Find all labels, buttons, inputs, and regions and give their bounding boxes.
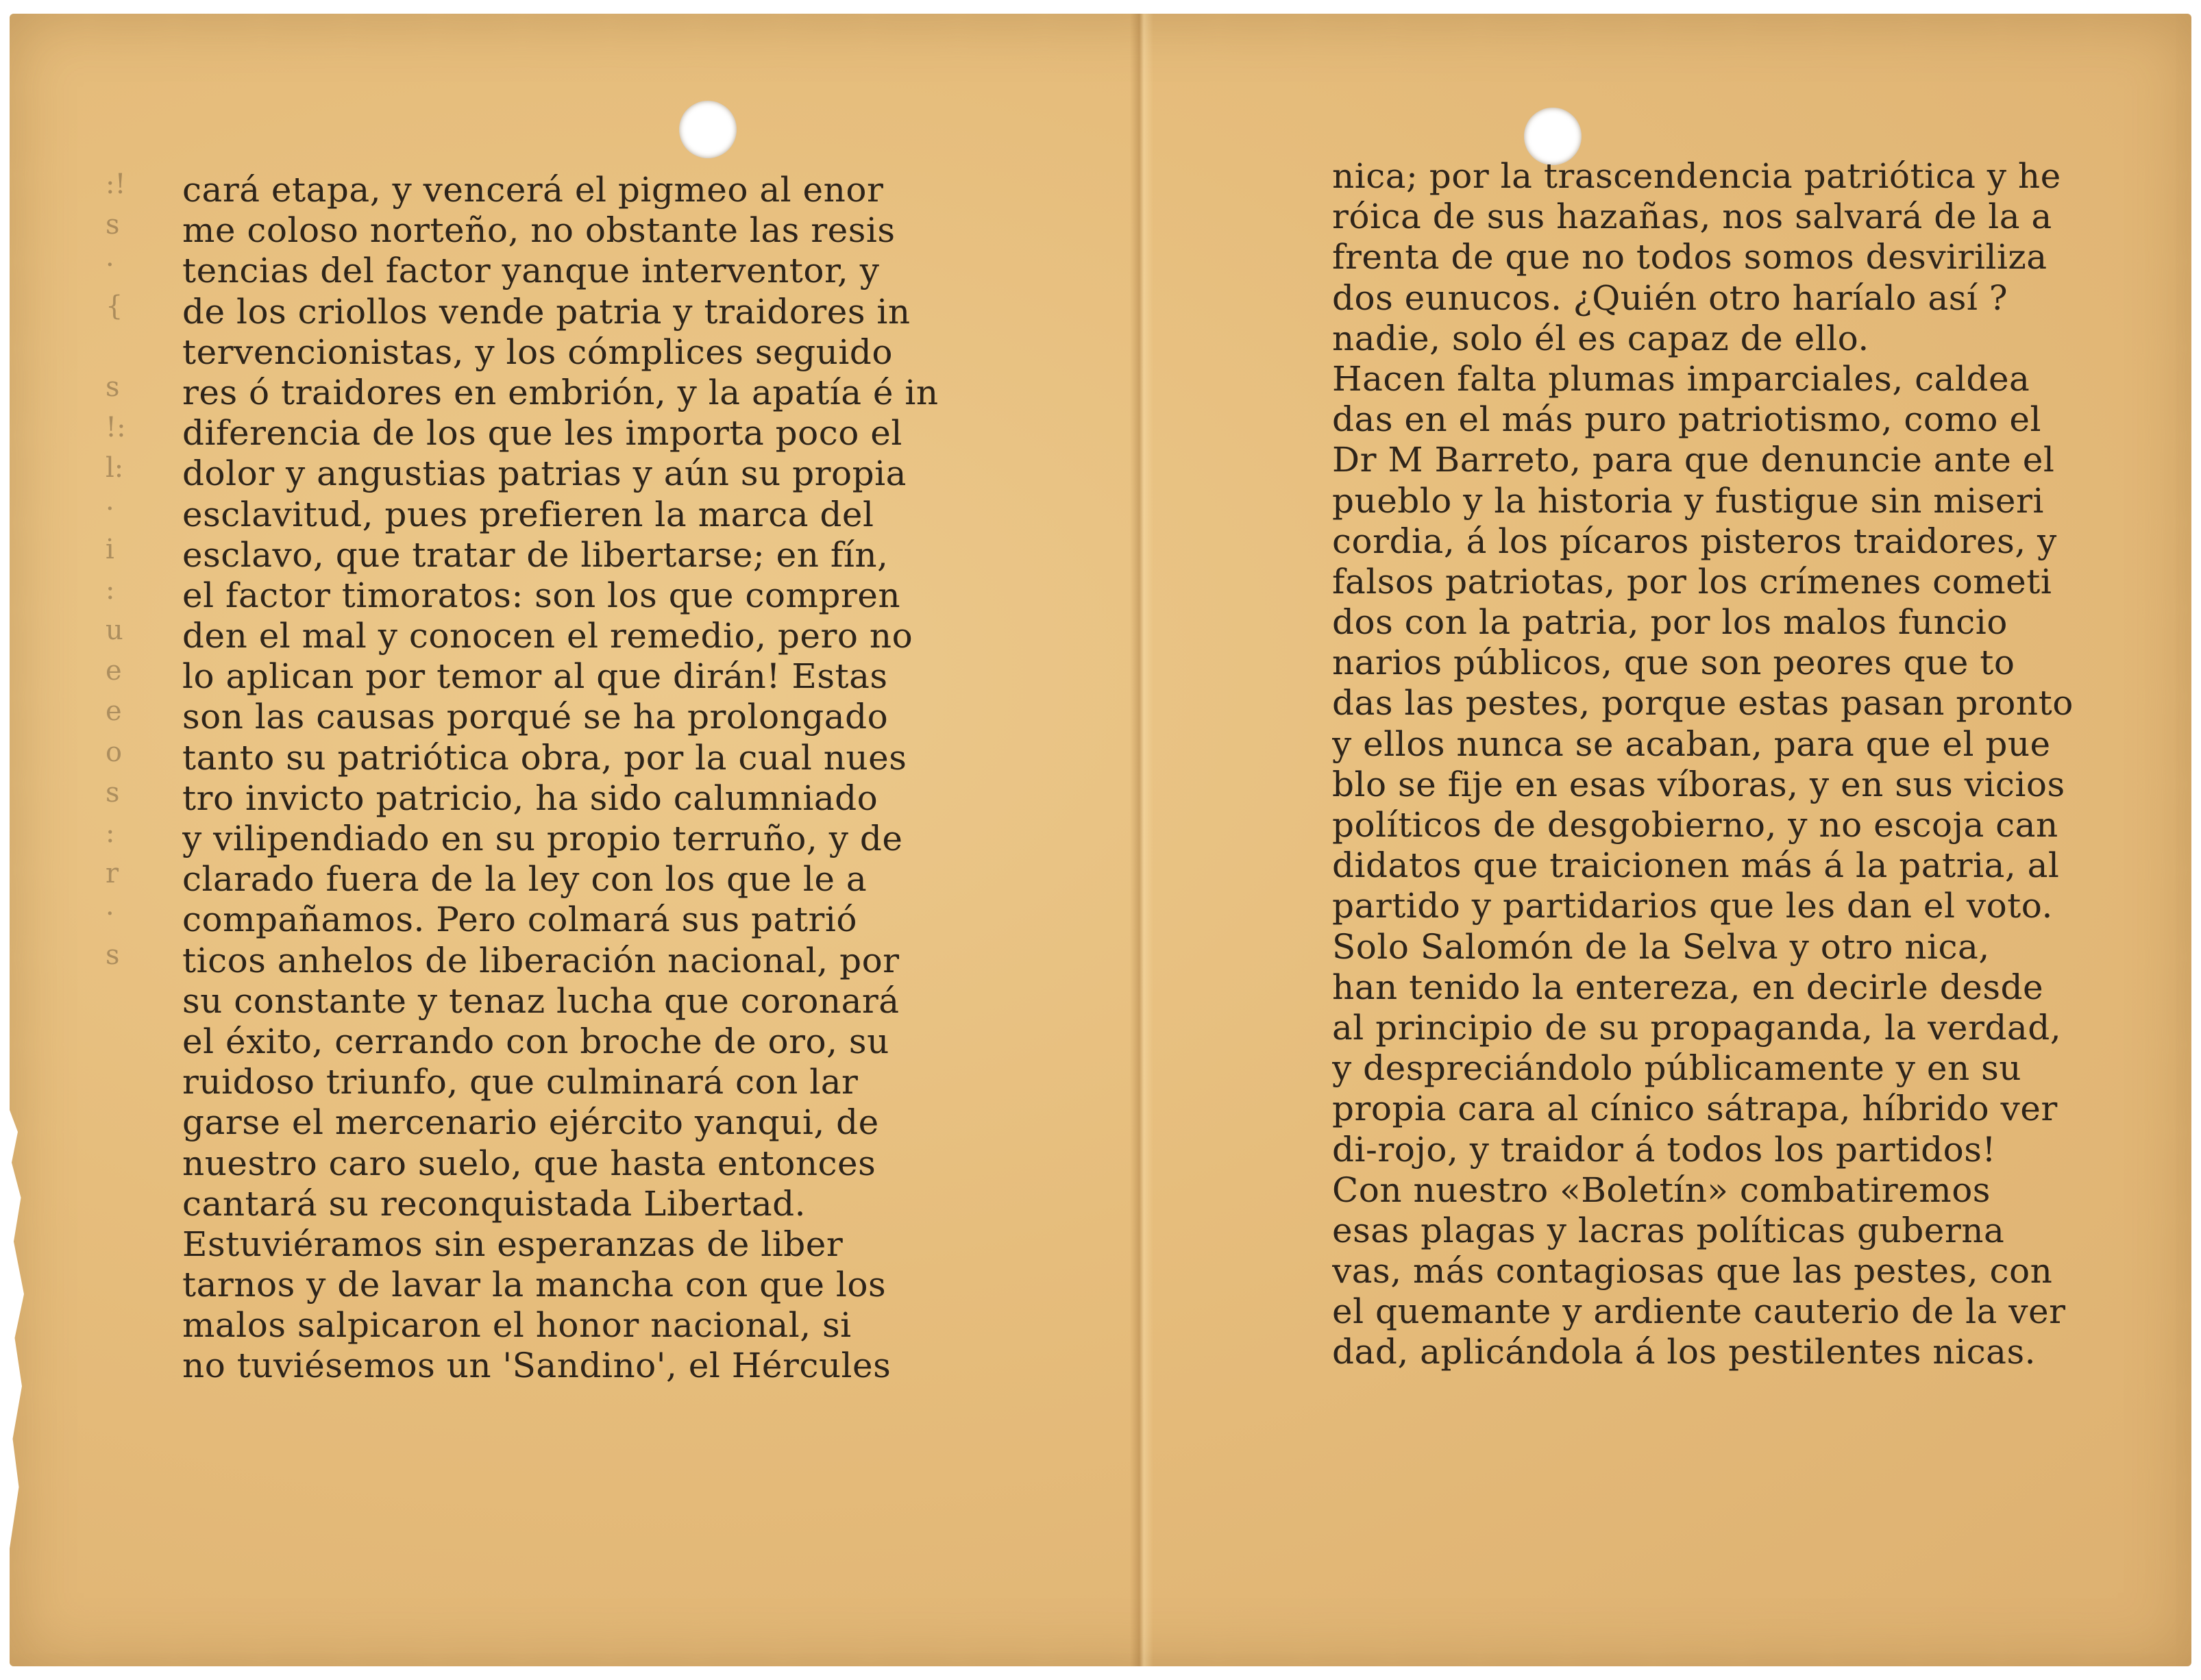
- text-line: el quemante y ardiente cauterio de la ver: [1332, 1292, 2066, 1332]
- text-line: partido y partidarios que les dan el voto.: [1332, 886, 2053, 926]
- text-line: cantará su reconquistada Libertad.: [182, 1183, 807, 1224]
- text-line: dad, aplicándola á los pestilentes nicas.: [1332, 1332, 2036, 1372]
- text-line: cordia, á los pícaros pisteros traidores, y: [1332, 521, 2057, 561]
- text-line: garse el mercenario ejército yanqui, de: [182, 1102, 879, 1143]
- text-line: das en el más puro patriotismo, como el: [1332, 399, 2041, 440]
- left-text-column: [182, 170, 1022, 1387]
- right-text-column: [1332, 156, 2148, 1373]
- paper-sheet: [10, 14, 2191, 1666]
- text-line: tro invicto patricio, ha sido calumniado: [182, 778, 878, 818]
- text-line: dolor y angustias patrias y aún su propia: [182, 454, 907, 494]
- text-line: y ellos nunca se acaban, para que el pue: [1332, 724, 2051, 764]
- text-line: róica de sus hazañas, nos salvará de la a: [1332, 197, 2052, 237]
- text-line: tanto su patriótica obra, por la cual nues: [182, 737, 907, 778]
- text-line: Estuviéramos sin esperanzas de liber: [182, 1224, 844, 1264]
- text-line: tervencionistas, y los cómplices seguido: [182, 332, 893, 372]
- text-line: diferencia de los que les importa poco el: [182, 413, 902, 454]
- text-line: y despreciándolo públicamente y en su: [1332, 1048, 2021, 1089]
- text-line: lo aplican por temor al que dirán! Estas: [182, 656, 888, 697]
- text-line: y vilipendiado en su propio terruño, y de: [182, 819, 903, 858]
- text-line: han tenido la entereza, en decirle desde: [1332, 967, 2044, 1007]
- text-line: me coloso norteño, no obstante las resis: [182, 210, 896, 251]
- text-line: el factor timoratos: son los que compren: [182, 575, 901, 615]
- text-line: tencias del factor yanque interventor, y: [182, 251, 880, 291]
- text-line: dos eunucos. ¿Quién otro haríalo así ?: [1332, 277, 2008, 318]
- text-line: de los criollos vende patria y traidores in: [182, 291, 911, 332]
- bleed-through-margin: :! s · { s !: l: · i : u e e o s : r · s: [106, 169, 126, 971]
- text-line: tarnos y de lavar la mancha con que los: [182, 1265, 887, 1305]
- text-line: el éxito, cerrando con broche de oro, su: [182, 1021, 889, 1061]
- punch-hole-left: [679, 101, 737, 158]
- text-line: Dr M Barreto, para que denuncie ante el: [1332, 440, 2055, 480]
- text-line: di-rojo, y traidor á todos los partidos!: [1332, 1129, 1996, 1170]
- text-line: pueblo y la historia y fustigue sin miseri: [1332, 480, 2044, 521]
- text-line: nuestro caro suelo, que hasta entonces: [182, 1143, 876, 1183]
- text-line: Hacen falta plumas imparciales, caldea: [1332, 358, 2030, 399]
- text-line: malos salpicaron el honor nacional, si: [182, 1305, 852, 1346]
- text-line: al principio de su propaganda, la verdad,: [1332, 1007, 2062, 1048]
- text-line: nadie, solo él es capaz de ello.: [1332, 318, 1869, 358]
- text-line: falsos patriotas, por los crímenes cometi: [1332, 561, 2052, 602]
- text-line: Con nuestro «Boletín» combatiremos: [1332, 1170, 1991, 1210]
- text-line: den el mal y conocen el remedio, pero no: [182, 616, 913, 656]
- text-line: ticos anhelos de liberación nacional, por: [182, 940, 900, 980]
- text-line: Solo Salomón de la Selva y otro nica,: [1332, 926, 1990, 967]
- text-line: esclavo, que tratar de libertarse; en fín,: [182, 534, 889, 575]
- text-line: políticos de desgobierno, y no escoja can: [1332, 805, 2058, 845]
- text-line: no tuviésemos un 'Sandino', el Hércules: [182, 1346, 892, 1386]
- center-fold: [1130, 14, 1153, 1666]
- text-line: didatos que traicionen más á la patria, al: [1332, 845, 2060, 886]
- text-line: blo se fije en esas víboras, y en sus vicios: [1332, 764, 2065, 804]
- text-line: das las pestes, porque estas pasan pronto: [1332, 683, 2074, 724]
- text-line: dos con la patria, por los malos funcio: [1332, 602, 2008, 643]
- text-line: narios públicos, que son peores que to: [1332, 643, 2015, 683]
- text-line: nica; por la trascendencia patriótica y he: [1332, 156, 2061, 196]
- text-line: cará etapa, y vencerá el pigmeo al enor: [182, 170, 884, 210]
- text-line: clarado fuera de la ley con los que le a: [182, 859, 868, 900]
- text-line: ruidoso triunfo, que culminará con lar: [182, 1062, 859, 1102]
- text-line: frenta de que no todos somos desviriliza: [1332, 237, 2048, 277]
- text-line: son las causas porqué se ha prolongado: [182, 697, 889, 737]
- text-line: res ó traidores en embrión, y la apatía é in: [182, 372, 939, 412]
- torn-edge: [10, 1110, 30, 1548]
- text-line: vas, más contagiosas que las pestes, con: [1332, 1251, 2053, 1292]
- text-line: su constante y tenaz lucha que coronará: [182, 980, 900, 1021]
- text-line: esclavitud, pues prefieren la marca del: [182, 494, 874, 534]
- text-line: esas plagas y lacras políticas guberna: [1332, 1210, 2005, 1250]
- text-line: compañamos. Pero colmará sus patrió: [182, 900, 857, 940]
- text-line: propia cara al cínico sátrapa, híbrido ver: [1332, 1089, 2058, 1129]
